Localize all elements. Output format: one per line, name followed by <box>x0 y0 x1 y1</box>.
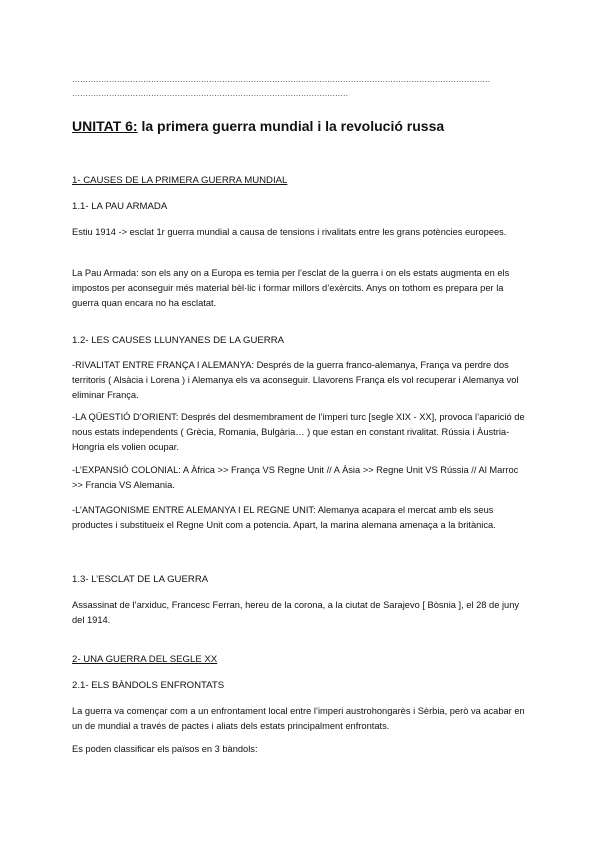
unit-title-text: la primera guerra mundial i la revolució russa <box>137 118 445 134</box>
paragraph: La guerra va començar com a un enfrontament local entre l’imperi austrohongarès i Sèrbia, però va acabar en un de mundial a través de pactes i aliats dels estats principalment enfrontats. <box>72 706 525 731</box>
paragraph: -RIVALITAT ENTRE FRANÇA I ALEMANYA: Després de la guerra franco-alemanya, França va perdre dos territoris ( Alsàcia i Lorena ) i Alemanya els va aconseguir. Llavorens França els vol recuperar i Alemanya vol eliminar França. <box>72 360 519 400</box>
paragraph: -LA QÜESTIÓ D’ORIENT: Després del desmembrament de l’imperi turc [segle XIX - XX], provoca l’aparició de nous estats independents ( Grècia, Romania, Bulgària… ) que estan en constant rivalitat. Rússia i Àustria-Hongria els volien ocupar. <box>72 412 525 452</box>
dotted-line: …………………………………………………………………………………………………………………………………………… <box>72 75 491 84</box>
paragraph: -L’EXPANSIÓ COLONIAL: A Àfrica >> França VS Regne Unit // A Àsia >> Regne Unit VS Rússia // Al Marroc >> Francia VS Alemania. <box>72 465 519 490</box>
paragraph: Estiu 1914 -> esclat 1r guerra mundial a causa de tensions i rivalitats entre les grans potències europees. <box>72 227 507 237</box>
paragraph: Es poden classificar els països en 3 bàndols: <box>72 744 258 754</box>
section-heading: 1- CAUSES DE LA PRIMERA GUERRA MUNDIAL <box>72 175 288 186</box>
paragraph: Assassinat de l’arxiduc, Francesc Ferran, hereu de la corona, a la ciutat de Sarajevo [ Bòsnia ], el 28 de juny del 1914. <box>72 600 520 625</box>
dotted-line: …………………………………………………………………………………………… <box>72 89 349 98</box>
section-heading: 2- UNA GUERRA DEL SEGLE XX <box>72 654 218 665</box>
subsection-heading: 1.1- LA PAU ARMADA <box>72 201 168 212</box>
paragraph: -L’ANTAGONISME ENTRE ALEMANYA I EL REGNE UNIT: Alemanya acapara el mercat amb els seus productes i substitueix el Regne Unit com a potencia. Apart, la marina alemana amenaça a la britànica. <box>72 505 496 530</box>
subsection-heading: 1.3- L’ESCLAT DE LA GUERRA <box>72 574 209 585</box>
subsection-heading: 2.1- ELS BÀNDOLS ENFRONTATS <box>72 680 225 691</box>
page-title <box>72 118 444 134</box>
subsection-heading: 1.2- LES CAUSES LLUNYANES DE LA GUERRA <box>72 335 285 346</box>
paragraph: La Pau Armada: son els any on a Europa es temia per l’esclat de la guerra i on els estats augmenta en els impostos per aconseguir més material bèl·lic i formar millors d’exèrcits. Anys on tothom es prepara per la guerra quan encara no ha esclatat. <box>72 268 510 308</box>
unit-label: UNITAT 6: <box>72 118 138 134</box>
